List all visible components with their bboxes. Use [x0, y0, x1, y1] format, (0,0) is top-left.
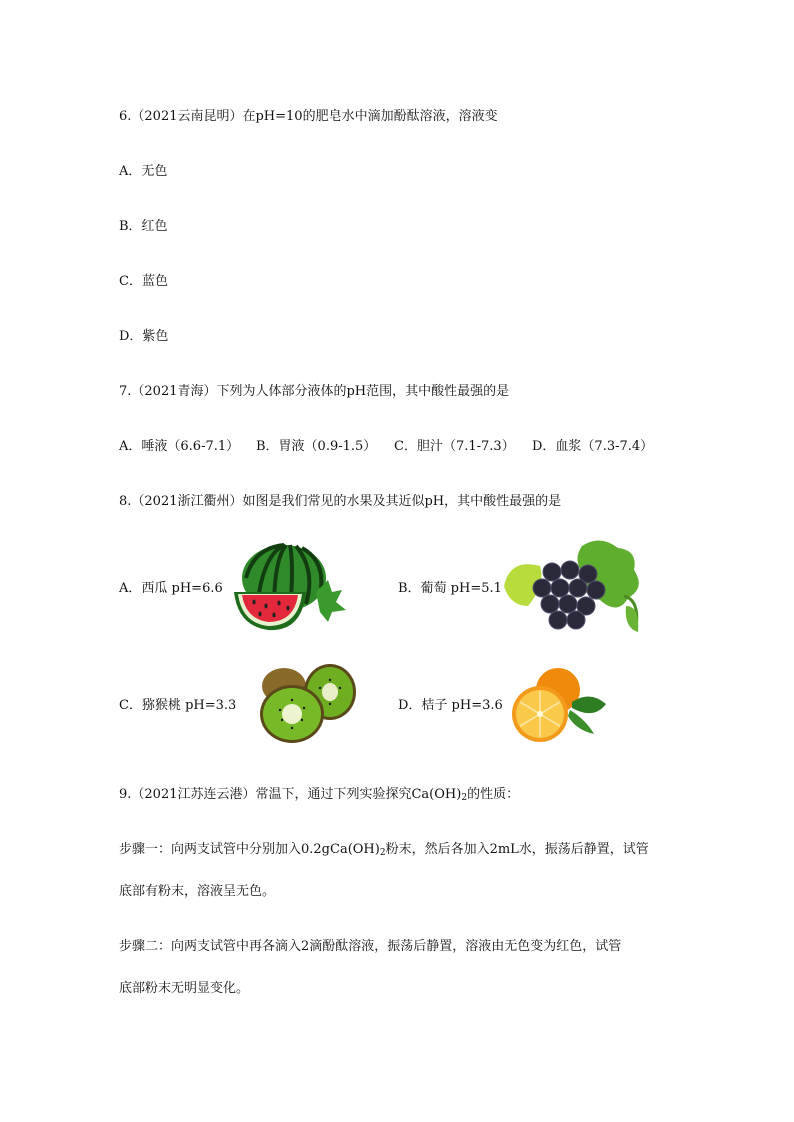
q9-stem [119, 786, 519, 807]
q9-step1-text: 步骤一：向两支试管中分别加入0.2gCa(OH) [119, 842, 380, 857]
q9-stem-text: 9.（2021江苏连云港）常温下，通过下列实验探究Ca(OH) [119, 787, 462, 802]
q9-step1-line1 [119, 841, 649, 862]
q8-stem: 8.（2021浙江衢州）如图是我们常见的水果及其近似pH，其中酸性最强的是 [119, 494, 562, 509]
q6-option-b: B．红色 [119, 219, 168, 234]
q9-step1-line2: 底部有粉末，溶液呈无色。 [119, 884, 276, 899]
q8-option-d: D．桔子 pH=3.6 [398, 698, 503, 713]
q6-option-a: A．无色 [119, 164, 168, 179]
grape-icon [500, 536, 650, 636]
q6-stem: 6.（2021云南昆明）在pH=10的肥皂水中滴加酚酞溶液，溶液变 [119, 109, 498, 124]
q7-option-b: B．胃液（0.9-1.5） [256, 439, 377, 454]
q7-stem: 7.（2021青海）下列为人体部分液体的pH范围，其中酸性最强的是 [119, 384, 510, 399]
q9-stem-suffix: 的性质： [467, 787, 520, 802]
q7-option-c: C．胆汁（7.1-7.3） [394, 439, 515, 454]
watermelon-icon [224, 540, 354, 634]
q6-option-d: D．紫色 [119, 329, 169, 344]
q8-option-b: B．葡萄 pH=5.1 [398, 581, 502, 596]
q9-stem-subscript: 2 [461, 793, 468, 803]
q9-step2-line1: 步骤二：向两支试管中再各滴入2滴酚酞溶液，振荡后静置，溶液由无色变为红色，试管 [119, 939, 622, 954]
kiwi-icon [258, 662, 360, 744]
q7-option-d: D．血浆（7.3-7.4） [532, 439, 654, 454]
q7-options [119, 438, 653, 456]
q8-option-a: A．西瓜 pH=6.6 [119, 581, 223, 596]
q7-option-a: A．唾液（6.6-7.1） [119, 439, 240, 454]
orange-icon [506, 664, 610, 744]
q8-option-c: C．猕猴桃 pH=3.3 [119, 698, 237, 713]
q9-step1-suffix: 粉末，然后各加入2mL水，振荡后静置，试管 [385, 842, 649, 857]
q9-step1-subscript: 2 [379, 848, 386, 858]
q9-step2-line2: 底部粉末无明显变化。 [119, 981, 250, 996]
q6-option-c: C．蓝色 [119, 274, 168, 289]
